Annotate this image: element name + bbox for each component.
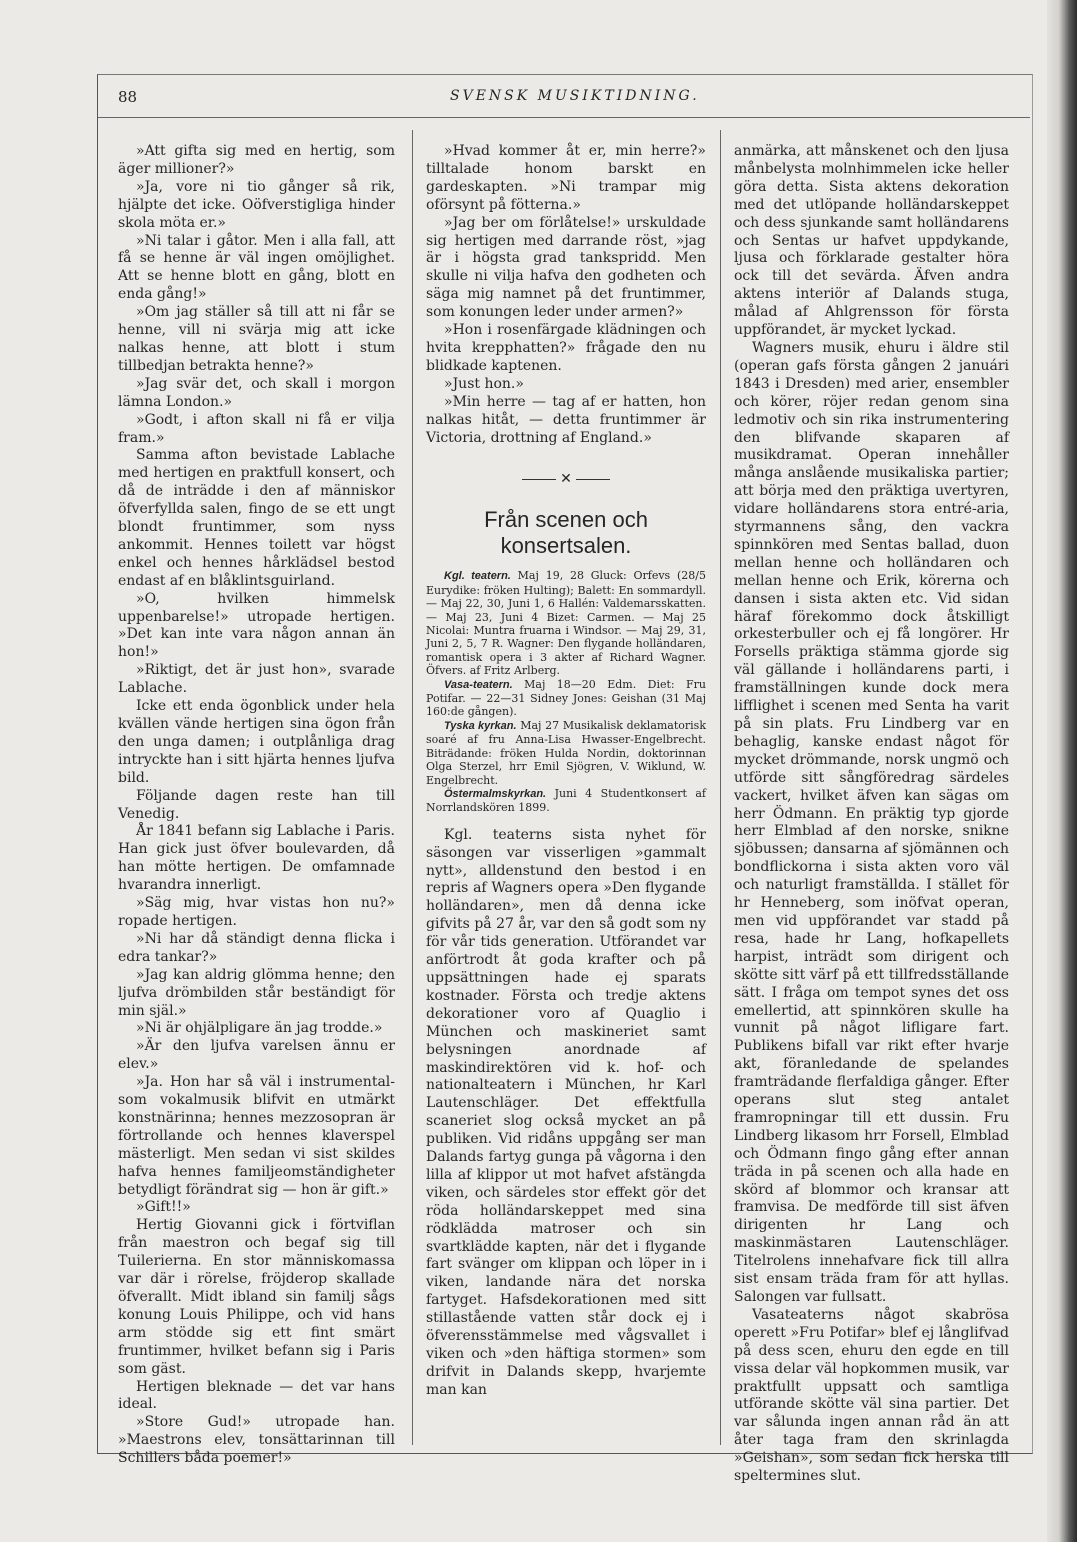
paragraph: »Hvad kommer åt er, min herre?» tilltalade honom barskt en gardeskapten. »Ni trampar mig oförsynt på fötterna.» [426, 143, 706, 213]
column-2 [426, 143, 706, 1400]
paragraph: »Är den ljufva varelsen ännu er elev.» [118, 1038, 395, 1073]
paragraph: »Store Gud!» utropade han. »Maestrons elev, tonsättarinnan till Schillers båda poemer!» [118, 1414, 395, 1467]
listing [426, 787, 706, 815]
page-header [118, 88, 1023, 112]
paragraph: Vasateaterns något skabrösa operett »Fru Potifar» blef ej långlifvad på dess scen, ehuru den egde en till vissa delar väl hopkommen musik, var praktfullt uppsatt och samtliga utförande skötte väl sina partier. Det var sålunda ingen annan råd än att åter taga fram den skrinlagda »Geishan», som sedan fick herska till speltermines slut. [734, 1306, 1009, 1485]
listing-venue: Östermalmskyrkan. [444, 787, 547, 800]
paragraph: »Jag kan aldrig glömma henne; den ljufva drömbilden står beständigt för min själ.» [118, 966, 395, 1019]
column-rule-1 [412, 130, 413, 1445]
listing [426, 569, 706, 677]
running-title: SVENSK MUSIKTIDNING. [450, 88, 700, 104]
paragraph: anmärka, att månskenet och den ljusa månbelysta molnhimmelen icke heller göra detta. Sista aktens dekoration med det utlöpande holländarskeppet och dess sjunkande samt holländarens och Sentas ur hafvet uppdykande, ljusa och förklarade gestalter höra ock till det sevärda. Äfven andra aktens interiör af Dalands stuga, målad af Ahlgrensson för första uppförandet, är mycket lyckad. [734, 143, 1009, 339]
listing-text: Maj 27 Musikalisk deklamatorisk soaré af fru Anna-Lisa Hwasser-Engelbrecht. Biträdande: fröken Hulda Nordin, doktorinnan Olga Sterzel, hrr Emil Sjögren, V. Wiklund, W. Engelbrecht. [426, 718, 706, 787]
paragraph: Samma afton bevistade Lablache med hertigen en praktfull konsert, och då de inträdde i den af människor öfverfyllda salen, fingo de se ett ungt blondt fruntimmer, som nyss ankommit. Hennes toilett var högst enkel och hennes hårklädsel bestod endast af en blåklintsguirland. [118, 447, 395, 589]
paragraph: Icke ett enda ögonblick under hela kvällen vände hertigen sina ögon från den unga damen; i outplånliga drag intryckte han i sitt hjärta hennes ljufva bild. [118, 698, 395, 786]
paragraph: »Säg mig, hvar vistas hon nu?» ropade hertigen. [118, 895, 395, 929]
listing-text: Maj 18—20 Edm. Diet: Fru Potifar. — 22—31 Sidney Jones: Geishan (31 Maj 160:de gången). [426, 677, 706, 719]
header-rule [98, 117, 1030, 118]
paragraph: »Godt, i afton skall ni få er vilja fram.» [118, 411, 395, 446]
paragraph: »O, hvilken himmelsk uppenbarelse!» utropade hertigen. »Det kan inte vara någon annan än hon!» [118, 590, 395, 661]
listing-venue: Kgl. teatern. [444, 570, 511, 583]
paragraph: »Gift!!» [136, 1199, 191, 1216]
ornamental-divider [426, 471, 706, 489]
listing-venue: Tyska kyrkan. [444, 719, 517, 732]
listing-text: Juni 4 Studentkonsert af Norrlandskören 1899. [426, 786, 706, 815]
paragraph: Wagners musik, ehuru i äldre stil (operan gafs första gången 2 januári 1843 i Dresden) med arier, ensembler och körer, röjer redan genom sina ledmotiv och sin rika instrumentering den blifvande skaparen af musikdramat. Operan innehåller många anslående musikaliska partier; att börja med den präktiga uvertyren, vidare holländarens stora entré-aria, styrmannens sång, den vackra spinnkören med Sentas ballad, duon mellan henne och holländaren och mellan henne och Erik, körerna och dansen i sista akten etc. Vid sidan häraf förekommo dock åtskilligt orkesterbuller och ej få longörer. Hr Forsells präktiga stämma gjorde sig väl gällande i holländarens parti, i framställningen kunde dock mera lifflighet i scenen med Senta ha varit på sin plats. Fru Lindberg var en behaglig, kanske endast något för mycket drömmande, norsk ungmö och utförde sitt sångföredrag särdeles vackert, hvilket äfven kan sägas om herr Ödmann. En präktig typ gjorde herr Elmblad af den norske, snikne sjöbussen; dansarna af sjömännen och bondflickorna i sista akten voro väl och naturligt framställda. I stället för hr Henneberg, som inöfvat operan, men vid uppförandet var stadd på resa, hade hr Lang, hofkapellets harpist, inträdt som dirigent och skötte sitt värf på ett tillfredsställande sätt. I fråga om tempot synes det oss emellertid, att spinnkören skulle ha vunnit på något lifligare fart. Publikens bifall var rikt efter hvarje akt, föranledande de spelandes framträdande flerfaldiga gånger. Efter operans slut steg antalet framropningar till ett dussin. Fru Lindberg likasom hrr Forsell, Elmblad och Ödmann fingo gång efter annan träda in på scenen och alla hade en skörd af blommor och kransar att framvisa. De medförde till sist äfven dirigenten hr Lang och maskinmästaren Lautenschläger. Titelrolens innehafvare fick till allra sist ensam träda fram för att hyllas. Salongen var fullsatt. [734, 339, 1009, 1305]
listing [426, 719, 706, 787]
ornament-icon: ✕ [556, 471, 576, 487]
paragraph: Kgl. teaterns sista nyhet för säsongen var visserligen »gammalt nytt», alldenstund den bestod i en repris af Wagners opera »Den flygande holländaren», men då denna icke gifvits på 27 år, var den så godt som ny för vår tids generation. Utförandet var anförtrodt åt goda krafter och på uppsättningen hade ej sparats kostnader. Första och tredje aktens dekorationer voro af Quaglio i München och maskineriet samt belysningen anordnade af maskindirektören vid k. hof- och nationalteatern i München, hr Karl Lautenschläger. Det effektfulla scaneriet slog också mycket an på publiken. Vid ridåns uppgång ser man Dalands fartyg gunga på vågorna i den lilla af klippor ut mot hafvet afstängda viken, och särdeles stor effekt gör det röda holländarskeppet med sina rödklädda matroser och sin svartklädde kapten, när det i flygande fart svänger om klippan och löper in i viken, landande nära det norska fartyget. Hafsdekorationen med sitt stillastående vatten står dock ej i öfverensstämmelse med vågsvallet i viken och »den häftiga stormen» som drifvit in Dalands skepp, hvarjemte man kan [426, 826, 706, 1398]
paragraph: »Ni talar i gåtor. Men i alla fall, att få se henne är väl ingen omöjlighet. Att se henne blott en gång, blott en enda gång!» [118, 232, 395, 303]
listing [426, 678, 706, 719]
section-title: Från scenen och konsertsalen. [484, 507, 648, 559]
paragraph: »Ni är ohjälpligare än jag trodde.» [136, 1020, 383, 1037]
paragraph: »Om jag ställer så till att ni får se henne, vill ni svärja mig att icke nalkas henne, att blott i stum tillbedjan betrakta henne?» [118, 304, 395, 374]
column-1 [118, 143, 395, 1468]
paragraph: »Ja, vore ni tio gånger så rik, hjälpte det icke. Oöfverstigliga hinder skola möta er.» [118, 178, 395, 231]
paragraph: Hertig Giovanni gick i förtviflan från maestron och begaf sig till Tuilerierna. En stor människomassa var där i rörelse, fröjderop skallade öfverallt. Midt ibland sin familj sågs konung Louis Philippe, och vid hans arm stödde sig ett fint smärt fruntimmer, hvilket befann sig i Paris som gäst. [118, 1217, 395, 1377]
listing-text: Maj 19, 28 Gluck: Orfevs (28/5 Eurydike: fröken Hulting); Balett: En sommardyll. — Maj 22, 30, Juni 1, 6 Hallén: Valdemarsskatten. — Maj 23, Juni 4 Bizet: Carmen. — Maj 25 Nicolai: Muntra fruarna i Windsor. — Maj 29, 31, Juni 2, 5, 7 R. Wagner: Den flygande holländaren, romantisk opera i 3 akter af Richard Wagner. Öfvers. af Fritz Arlberg. [426, 569, 706, 678]
paragraph: »Just hon.» [444, 375, 524, 392]
paragraph: »Ja. Hon har så väl i instrumental- som vokalmusik blifvit en utmärkt konstnärinna; hennes mezzosopran är förtrollande och hennes klaverspel mästerligt. Men sedan vi sist skildes hafva hennes familjeomständigheter betydligt förändrat sig — hon är gift.» [118, 1074, 395, 1198]
paragraph: Hertigen bleknade — det var hans ideal. [118, 1378, 395, 1413]
paragraph: »Hon i rosenfärgade klädningen och hvita krepphatten?» frågade den nu blidkade kaptenen. [426, 322, 706, 374]
paragraph: »Riktigt, det är just hon», svarade Lablache. [118, 662, 395, 697]
scan-page-edge [1047, 0, 1077, 1542]
paragraph: År 1841 befann sig Lablache i Paris. Han gick just öfver boulevarden, då han mötte hertigen. De omfamnade hvarandra innerligt. [118, 823, 395, 894]
paragraph: Följande dagen reste han till Venedig. [118, 787, 395, 822]
column-rule-2 [720, 130, 721, 1445]
paragraph: »Ni har då ständigt denna flicka i edra tankar?» [118, 930, 395, 965]
paragraph: »Min herre — tag af er hatten, hon nalkas hitåt, — detta fruntimmer är Victoria, drottning af England.» [426, 393, 706, 446]
paragraph: »Att gifta sig med en hertig, som äger millioner?» [118, 143, 395, 177]
paragraph: »Jag svär det, och skall i morgon lämna London.» [118, 375, 395, 410]
listing-venue: Vasa-teatern. [444, 678, 513, 691]
page-number: 88 [118, 88, 138, 106]
paragraph: »Jag ber om förlåtelse!» urskuldade sig hertigen med darrande röst, »jag är i högsta grad tankspridd. Men skulle ni vilja hafva den godheten och säga mig namnet på det fruntimmer, som konungen leder under armen?» [426, 214, 706, 321]
column-3 [734, 143, 1009, 1486]
article-body [426, 827, 706, 1400]
